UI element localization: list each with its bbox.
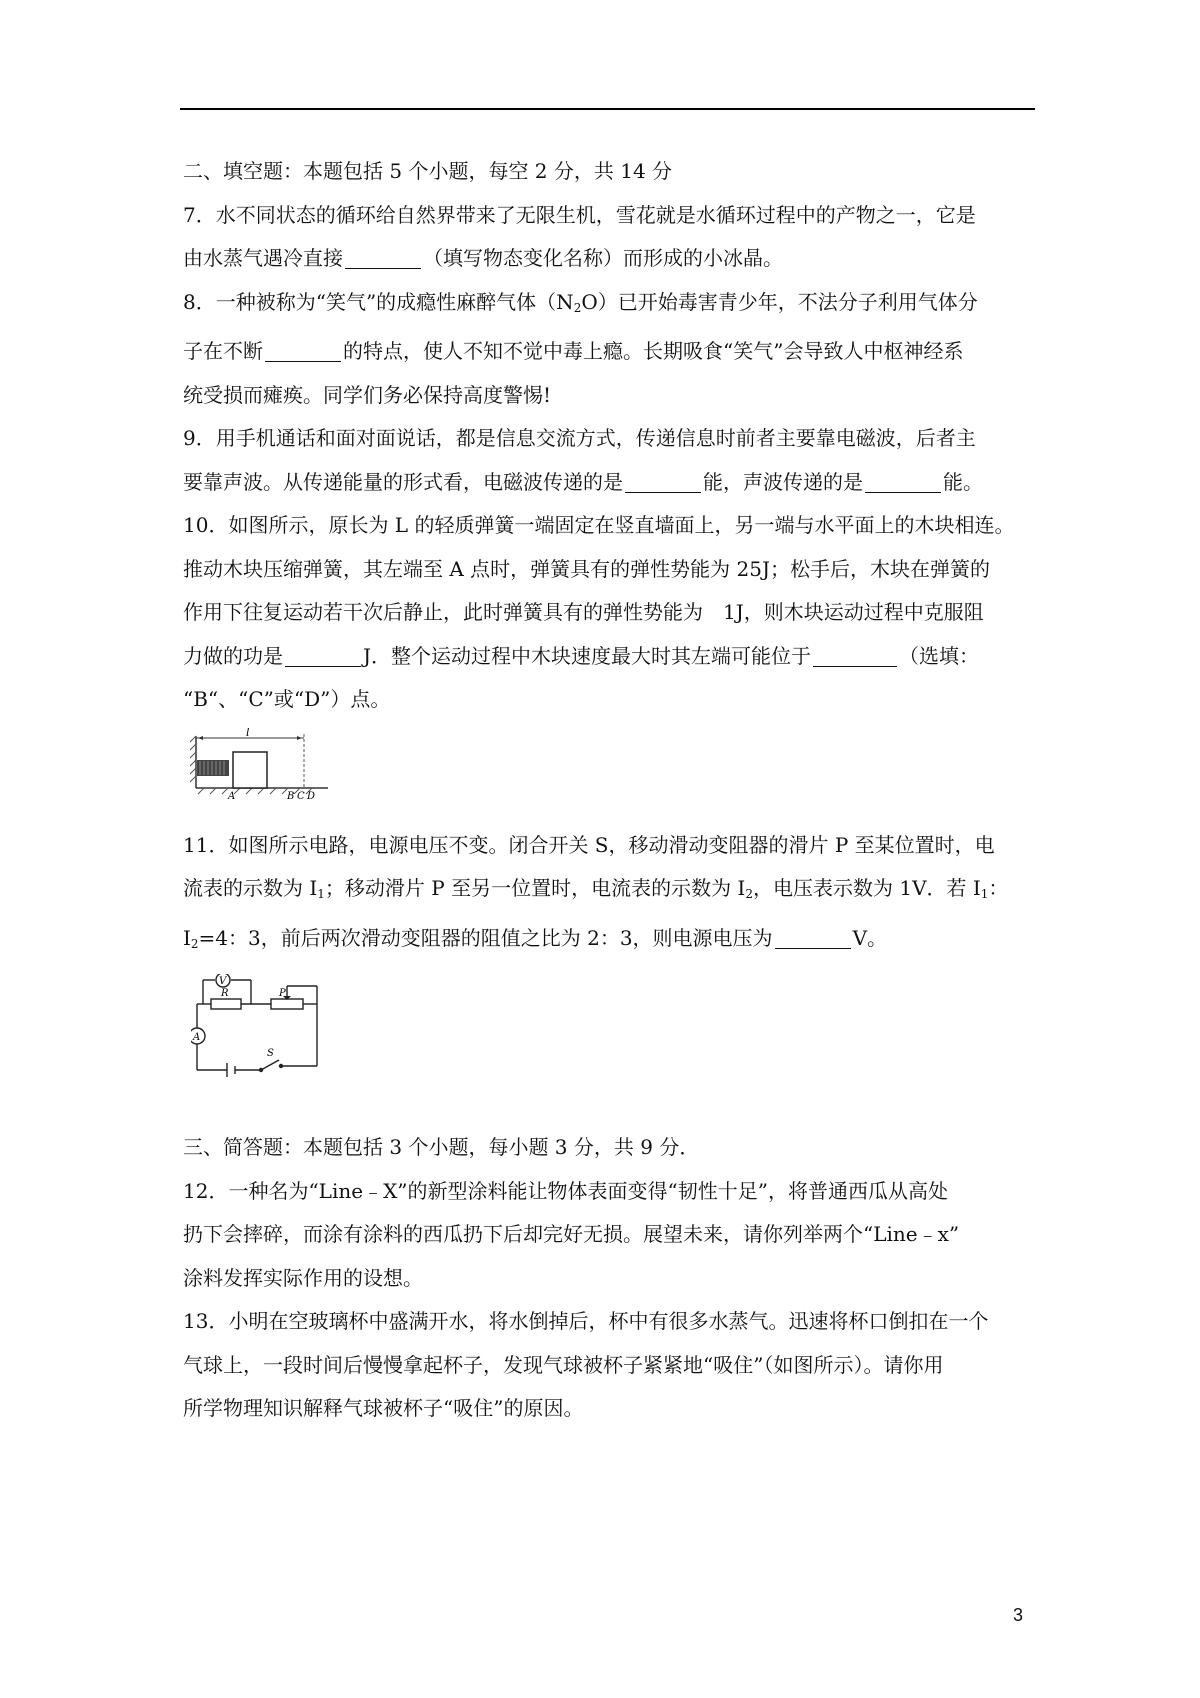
q10-line-3: 作用下往复运动若干次后静止，此时弹簧具有的弹性势能为 1J，则木块运动过程中克服阻 bbox=[183, 600, 984, 624]
spring-block-figure bbox=[190, 728, 1038, 800]
header-rule bbox=[180, 108, 1035, 110]
q9-line-2 bbox=[183, 461, 1038, 505]
q7-text: （填写物态变化名称）而形成的小冰晶。 bbox=[423, 246, 783, 270]
switch-label: S bbox=[267, 1048, 274, 1059]
q7-line-2 bbox=[183, 237, 1038, 281]
q11-line-3 bbox=[183, 917, 1038, 967]
q8-text: 8．一种被称为“笑气”的成瘾性麻醉气体（N bbox=[183, 289, 574, 314]
q10-text: J．整个运动过程中木块速度最大时其左端可能位于 bbox=[363, 643, 812, 668]
subscript: 2 bbox=[190, 936, 199, 951]
figure-label-l: l bbox=[246, 727, 250, 739]
ammeter-label: A bbox=[193, 1032, 201, 1043]
page-content bbox=[183, 150, 1038, 1431]
q11-text: V。 bbox=[852, 925, 888, 950]
question-7 bbox=[183, 194, 1038, 281]
question-9 bbox=[183, 417, 1038, 504]
question-11 bbox=[183, 824, 1038, 1085]
question-12 bbox=[183, 1170, 1038, 1301]
circuit-figure bbox=[191, 974, 1038, 1084]
q8-text: 子在不断 bbox=[183, 339, 263, 363]
question-10 bbox=[183, 504, 1038, 800]
question-13 bbox=[183, 1300, 1038, 1431]
q7-text: 由水蒸气遇冷直接 bbox=[183, 246, 343, 270]
q10-text: 力做的功是 bbox=[183, 643, 283, 668]
q12-line-2: 扔下会摔碎，而涂有涂料的西瓜扔下后却完好无损。展望未来，请你列举两个“Line﹣x” bbox=[183, 1222, 960, 1246]
q10-text: （选填： bbox=[899, 643, 980, 668]
q7-line-1: 7．水不同状态的循环给自然界带来了无限生机，雪花就是水循环过程中的产物之一，它是 bbox=[183, 202, 976, 227]
q12-line-3: 涂料发挥实际作用的设想。 bbox=[183, 1265, 423, 1290]
q13-line-3: 所学物理知识解释气球被杯子“吸住”的原因。 bbox=[183, 1396, 584, 1420]
answer-blank[interactable] bbox=[285, 644, 361, 667]
figure-label-b: B bbox=[287, 790, 295, 800]
q13-line-2: 气球上，一段时间后慢慢拿起杯子，发现气球被杯子紧紧地“吸住”（如图所示）。请你用 bbox=[183, 1352, 944, 1377]
q11-line-2 bbox=[183, 867, 1038, 917]
slider-label: P bbox=[279, 988, 286, 999]
q13-line-1: 13．小明在空玻璃杯中盛满开水，将水倒掉后，杯中有很多水蒸气。迅速将杯口倒扣在一个 bbox=[183, 1309, 989, 1333]
answer-blank[interactable] bbox=[813, 644, 897, 667]
q8-line-2 bbox=[183, 330, 1038, 374]
q10-line-5: “B“、“C”或“D”）点。 bbox=[183, 687, 391, 711]
q9-text: 能，声波传递的是 bbox=[703, 469, 863, 494]
section-2-heading: 二、填空题：本题包括 5 个小题，每空 2 分，共 14 分 bbox=[183, 159, 673, 183]
q10-line-1: 10．如图所示，原长为 L 的轻质弹簧一端固定在竖直墙面上，另一端与水平面上的木块相连。 bbox=[183, 513, 1015, 537]
q12-line-1: 12．一种名为“Line﹣X”的新型涂料能让物体表面变得“韧性十足”，将普通西瓜从高处 bbox=[183, 1178, 948, 1203]
answer-blank[interactable] bbox=[865, 470, 941, 493]
answer-blank[interactable] bbox=[625, 470, 701, 493]
q10-line-4 bbox=[183, 635, 1038, 679]
figure-label-c: C bbox=[297, 790, 305, 800]
subscript: 1 bbox=[317, 887, 325, 901]
circuit-diagram bbox=[191, 974, 327, 1084]
q11-text: =4：3，前后两次滑动变阻器的阻值之比为 2：3，则电源电压为 bbox=[198, 925, 773, 950]
q9-text: 能。 bbox=[943, 469, 983, 494]
q8-text: O）已开始毒害青少年，不法分子利用气体分 bbox=[581, 289, 978, 314]
voltmeter-label: V bbox=[219, 976, 227, 987]
q11-text: I bbox=[183, 925, 191, 950]
page-number: 3 bbox=[1013, 1605, 1024, 1625]
figure-label-a: A bbox=[228, 790, 236, 800]
spring-block-diagram bbox=[190, 728, 330, 800]
question-8 bbox=[183, 281, 1038, 418]
q9-text: 要靠声波。从传递能量的形式看，电磁波传递的是 bbox=[183, 469, 623, 494]
q9-line-1: 9．用手机通话和面对面说话，都是信息交流方式，传递信息时前者主要靠电磁波，后者主 bbox=[183, 426, 976, 450]
q11-text: ： bbox=[988, 876, 1009, 900]
section-3-heading: 三、简答题：本题包括 3 个小题，每小题 3 分，共 9 分． bbox=[183, 1135, 700, 1159]
q11-text: 流表的示数为 I bbox=[183, 876, 318, 900]
subscript: 2 bbox=[745, 887, 753, 901]
answer-blank[interactable] bbox=[265, 339, 341, 362]
q11-text: ；移动滑片 P 至另一位置时，电流表的示数为 I bbox=[324, 876, 746, 900]
figure-label-d: D bbox=[307, 790, 316, 800]
q11-text: ，电压表示数为 1V．若 I bbox=[752, 876, 981, 900]
q8-line-3: 统受损而瘫痪。同学们务必保持高度警惕! bbox=[183, 382, 552, 407]
q8-text: 的特点，使人不知不觉中毒上瘾。长期吸食“笑气”会导致人中枢神经系 bbox=[343, 339, 964, 363]
answer-blank[interactable] bbox=[345, 246, 421, 269]
answer-blank[interactable] bbox=[775, 926, 851, 949]
resistor-label: R bbox=[221, 988, 229, 999]
q10-line-2: 推动木块压缩弹簧，其左端至 A 点时，弹簧具有的弹性势能为 25J；松手后，木块在弹簧的 bbox=[183, 556, 990, 581]
subscript: 2 bbox=[573, 300, 582, 315]
subscript: 1 bbox=[980, 887, 989, 901]
q8-line-1 bbox=[183, 281, 1038, 331]
q11-line-1: 11．如图所示电路，电源电压不变。闭合开关 S，移动滑动变阻器的滑片 P 至某位置时，电 bbox=[183, 832, 995, 857]
